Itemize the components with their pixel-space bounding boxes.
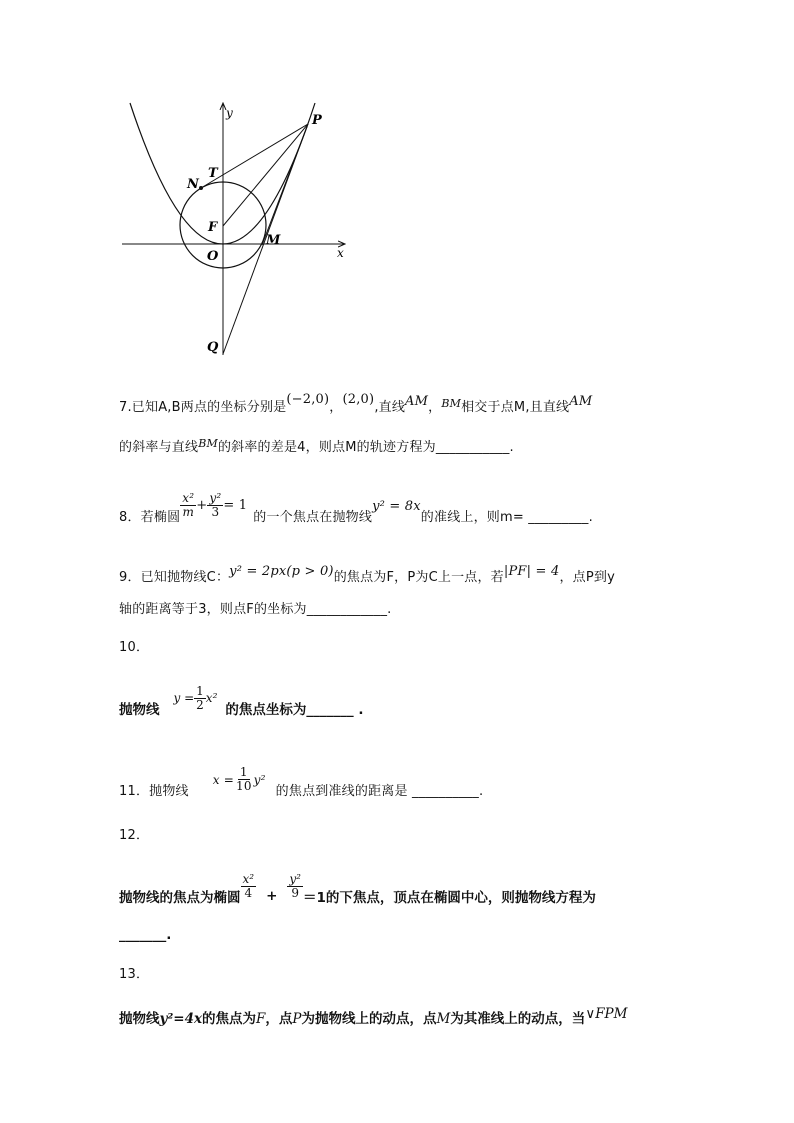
q8-fraction-1: $\frac{\text{x²}}{m}$ — [182, 491, 195, 519]
q11-suffix: 的焦点到准线的距离是 __________. — [275, 784, 484, 799]
question-12-number: 12． — [119, 828, 150, 843]
q10-lhs: y = — [173, 691, 195, 705]
q12-fraction-2: $\frac{\text{y²}}{9}$ — [289, 871, 301, 900]
q7-line2a: 的斜率与直线 — [119, 440, 199, 455]
q7-point-b: (2,0) — [342, 392, 375, 407]
q7-line-bm-2: BM — [198, 437, 218, 450]
q12-prefix: 抛物线的焦点为椭圆 — [119, 890, 241, 906]
q8-equals: = 1 — [223, 498, 248, 513]
q10-prefix: 抛物线 — [119, 702, 160, 718]
q13-equation: y²=4x — [159, 1011, 203, 1027]
line-pf — [223, 124, 308, 226]
q10-fraction: $\frac{1}{2}$ — [196, 683, 204, 712]
q13-text4: 为抛物线上的动点，点 — [301, 1011, 437, 1027]
label-t: T — [208, 166, 218, 181]
question-9-line-2 — [119, 598, 391, 617]
q7-sep2: ， — [428, 400, 442, 415]
q7-line-bm: BM — [441, 397, 462, 410]
question-7-line-2 — [119, 436, 514, 455]
q10-suffix: 的焦点坐标为_______ . — [225, 702, 364, 718]
q8-suffix: 的准线上，则m= _________. — [420, 510, 593, 525]
q9-line2: 轴的距离等于3，则点F的坐标为____________. — [119, 602, 392, 617]
q7-point-a: (−2,0) — [286, 392, 330, 407]
question-13 — [119, 1007, 627, 1027]
q8-mid: 的一个焦点在抛物线 — [253, 510, 373, 525]
q13-m: M — [436, 1011, 451, 1027]
q13-p: P — [292, 1011, 302, 1027]
question-13-number: 13． — [119, 967, 150, 982]
label-f: F — [208, 220, 218, 235]
q12-fraction-1: $\frac{\text{x²}}{4}$ — [242, 871, 255, 900]
question-10-number: 10． — [119, 640, 150, 655]
q7-sep: ， — [329, 400, 343, 415]
question-8 — [119, 486, 593, 525]
question-9-line-1 — [119, 566, 615, 585]
q8-plus: + — [196, 498, 208, 513]
q11-lhs: x = — [212, 772, 234, 787]
parabola-circle-figure — [110, 95, 360, 365]
q7-line-am: AM — [405, 394, 429, 409]
q10-rhs: x² — [205, 691, 218, 705]
q9-suffix: ，点P到y — [559, 570, 615, 585]
q8-prefix: 8．若椭圆 — [119, 510, 181, 525]
question-7-line-1 — [119, 392, 593, 415]
q7-prefix: 7.已知A,B两点的坐标分别是 — [119, 400, 287, 415]
q8-parabola: y² = 8x — [372, 499, 421, 514]
q11-rhs: y² — [253, 772, 266, 787]
point-n — [199, 186, 203, 190]
label-y: y — [226, 106, 233, 120]
q7-mid1: ,直线 — [374, 400, 406, 415]
question-11 — [119, 760, 483, 799]
q7-mid2: 相交于点M,且直线 — [461, 400, 570, 415]
question-12-line-2: _______. — [119, 927, 172, 943]
q9-equation: y² = 2px(p > 0) — [229, 564, 334, 579]
q7-line2b: 的斜率的差是4，则点M的轨迹方程为___________. — [217, 440, 514, 455]
q13-angle: ∨FPM — [585, 1006, 628, 1022]
q11-prefix: 11．抛物线 — [119, 784, 189, 799]
q7-line-am-2: AM — [569, 394, 593, 409]
q13-text1: 抛物线 — [119, 1011, 160, 1027]
label-o: O — [207, 249, 219, 264]
q9-pf: |PF| = 4 — [503, 564, 560, 579]
line-pm — [262, 124, 308, 245]
label-q: Q — [207, 340, 219, 355]
q11-fraction: $\frac{1}{10}$ — [236, 765, 252, 793]
question-12 — [119, 866, 596, 906]
q13-text5: 为其准线上的动点，当 — [450, 1011, 586, 1027]
label-x: x — [337, 246, 344, 260]
q9-prefix: 9．已知抛物线C： — [119, 570, 230, 585]
question-10 — [119, 678, 363, 718]
q12-plus: + — [266, 888, 278, 904]
label-n: N — [187, 177, 199, 192]
q8-fraction-2: $\frac{\text{y²}}{3}$ — [209, 491, 222, 519]
label-p: P — [312, 113, 322, 128]
q13-text3: ，点 — [265, 1011, 293, 1027]
q9-mid: 的焦点为F，P为C上一点，若 — [333, 570, 504, 585]
label-m: M — [266, 233, 281, 248]
q13-text2: 的焦点为 — [202, 1011, 257, 1027]
q12-suffix: ＝1的下焦点，顶点在椭圆中心，则抛物线方程为 — [302, 890, 596, 906]
q13-f: F — [256, 1011, 266, 1027]
